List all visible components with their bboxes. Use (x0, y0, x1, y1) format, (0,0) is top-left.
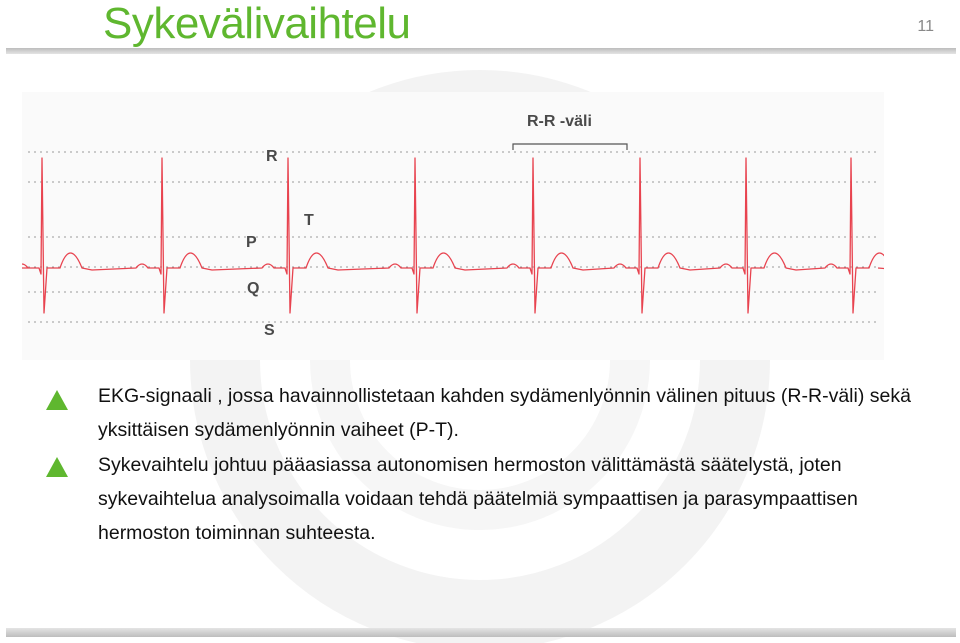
t-wave-label: T (304, 212, 314, 229)
rr-interval-label: R-R -väli (527, 113, 592, 130)
s-wave-label: S (264, 322, 275, 339)
bullet-text: EKG-signaali , jossa havainnollistetaan kahden sydämenlyönnin välinen pituus (R-R-väli) sekä yksittäisen sydämenlyönnin vaiheet (P-T). (98, 385, 911, 441)
slide-title: Sykevälivaihtelu (103, 0, 411, 48)
ecg-figure (22, 92, 884, 360)
q-wave-label: Q (247, 280, 260, 297)
triangle-bullet-icon (46, 457, 68, 477)
page-number: 11 (917, 18, 934, 35)
r-wave-label: R (266, 148, 278, 165)
footer-divider (6, 628, 956, 637)
triangle-bullet-icon (46, 390, 68, 410)
ecg-signal-plot (22, 92, 884, 360)
p-wave-label: P (246, 234, 257, 251)
bullet-text: Sykevaihtelu johtuu pääasiassa autonomisen hermoston välittämästä säätelystä, joten sykevaihtelua analysoimalla voidaan tehdä päätelmiä sympaattisen ja parasympaattisen hermoston toiminnan suhteesta. (98, 454, 858, 544)
header-divider (6, 48, 956, 54)
